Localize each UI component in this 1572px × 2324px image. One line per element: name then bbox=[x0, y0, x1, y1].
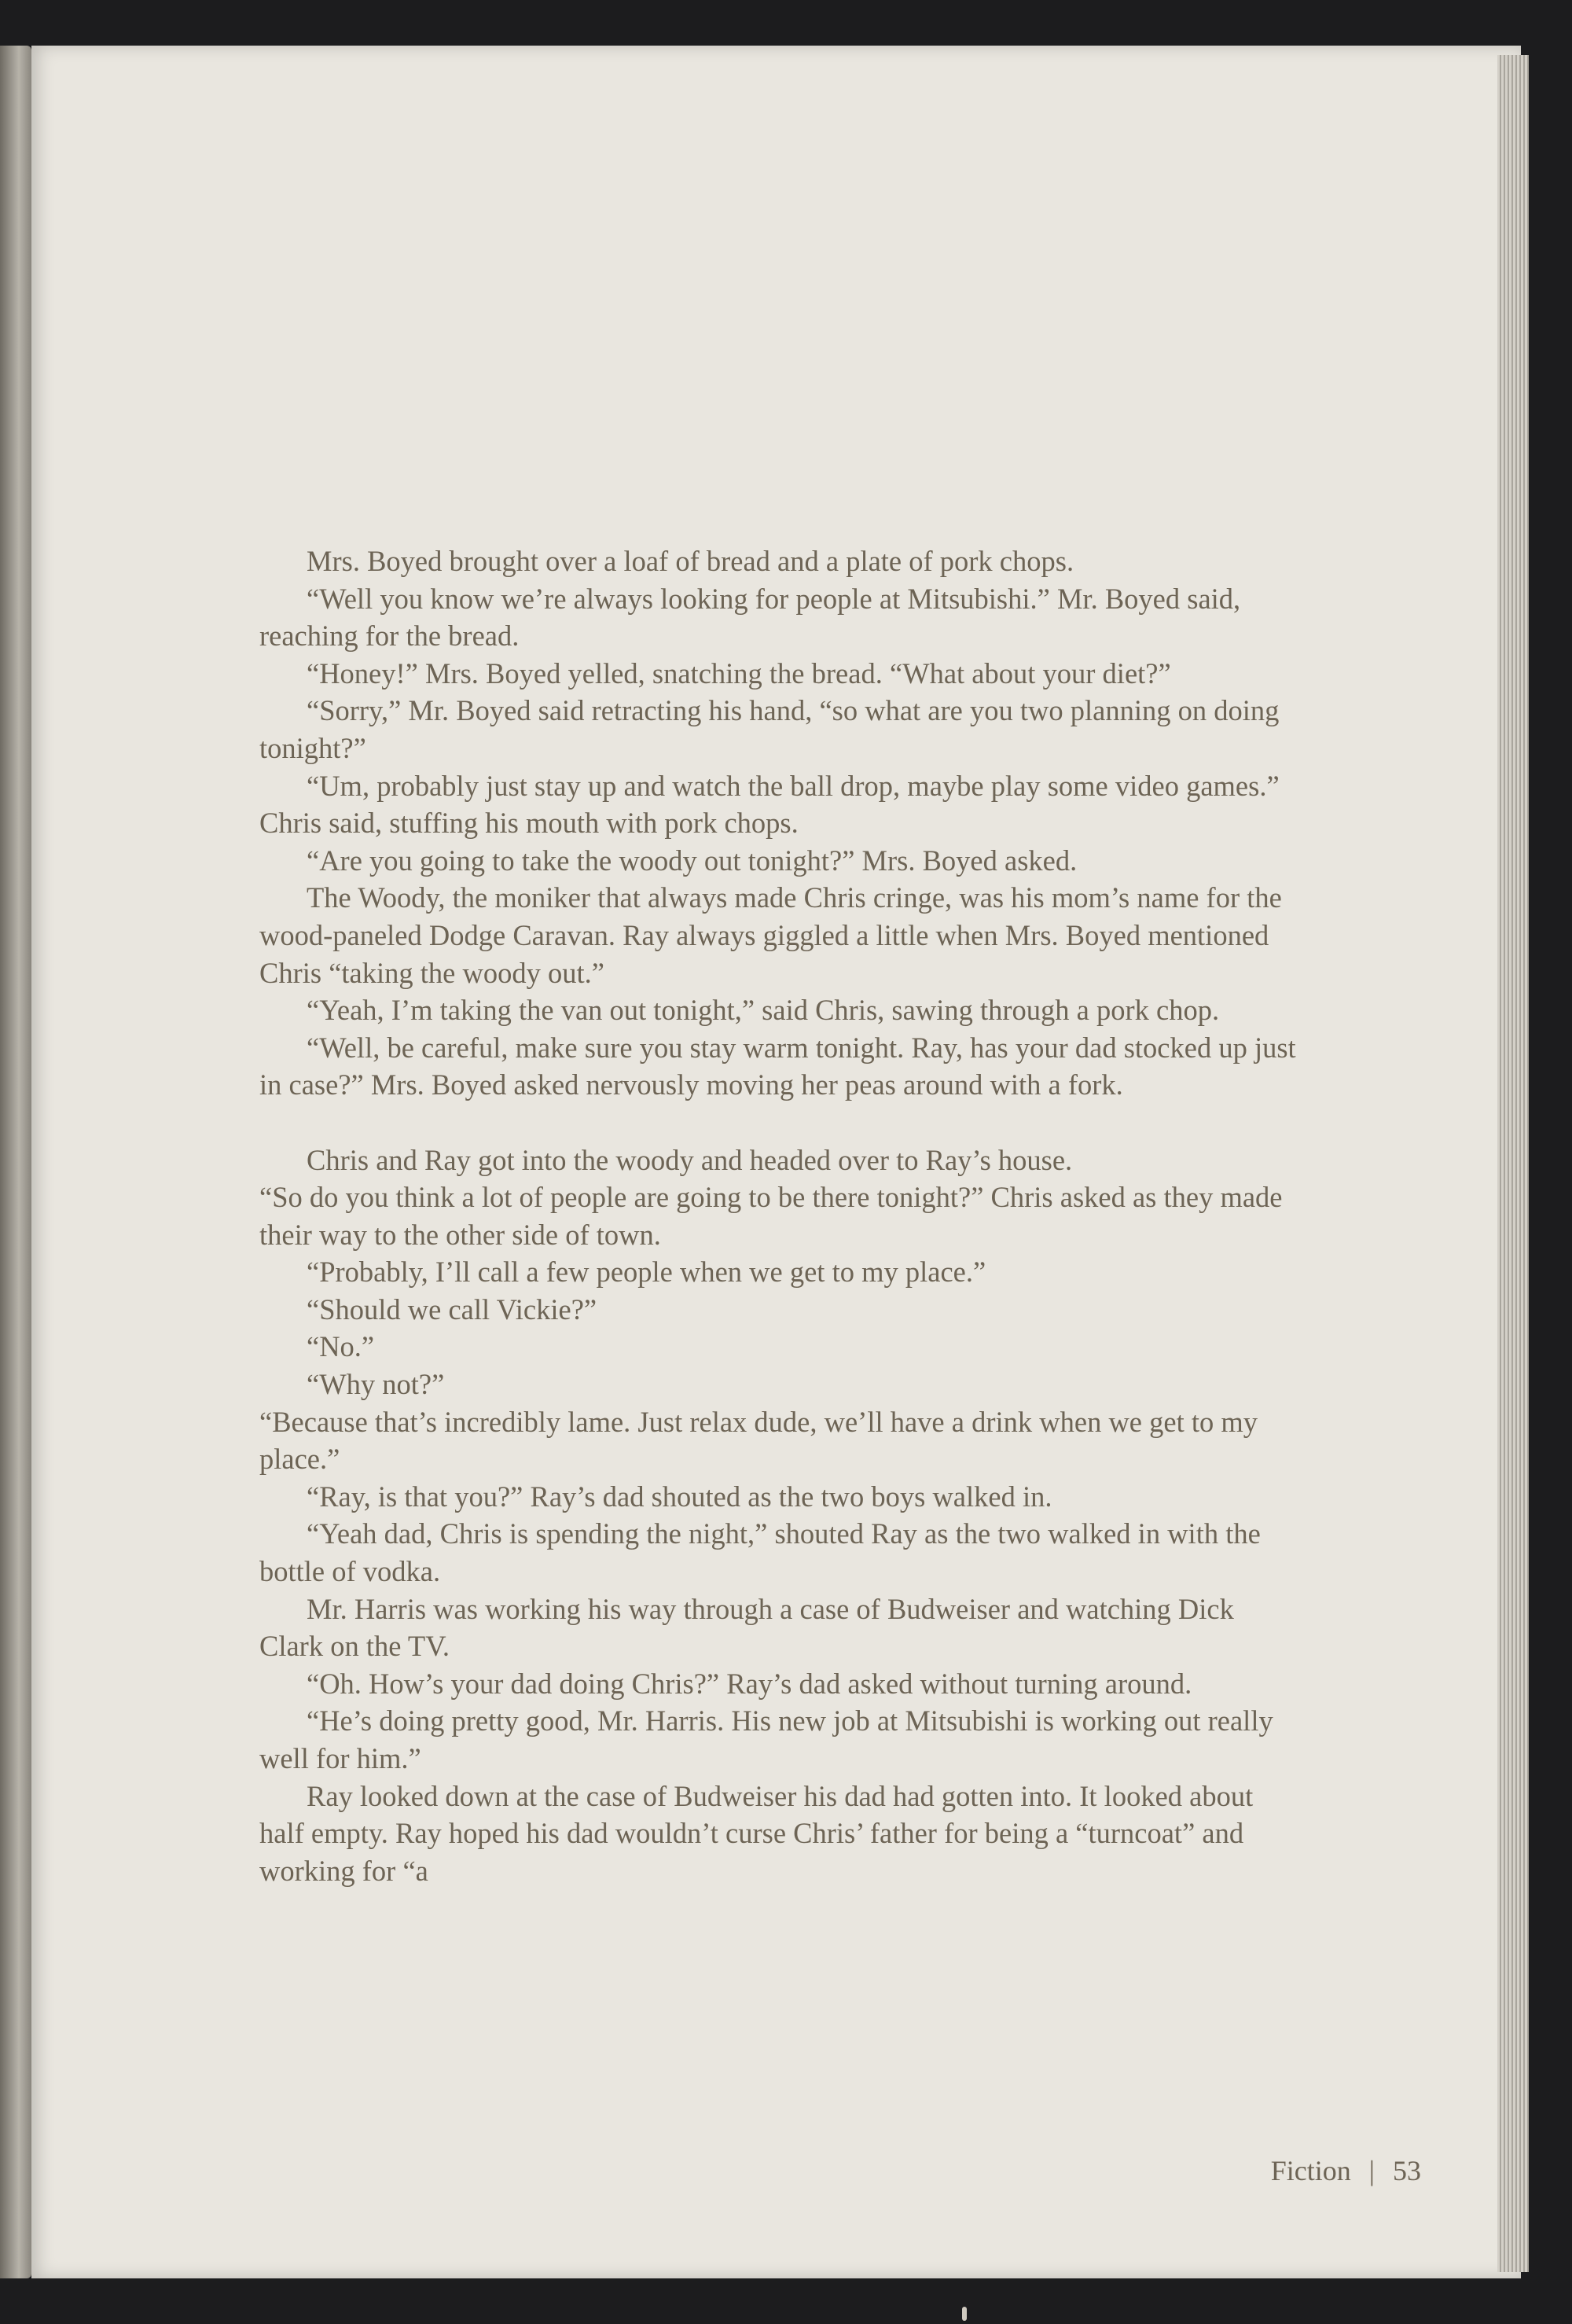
section-label: Fiction bbox=[1270, 2155, 1351, 2186]
paragraph: “Are you going to take the woody out tonight?” Mrs. Boyed asked. bbox=[307, 844, 1078, 877]
paragraph: “Well, be careful, make sure you stay warm tonight. Ray, has your dad stocked up just in case?” Mrs. Boyed asked nervously moving her peas around with a fork. bbox=[259, 1031, 1296, 1101]
paragraph: The Woody, the moniker that always made Chris cringe, was his mom’s name for the wood-paneled Dodge Caravan. Ray always giggled a little when Mrs. Boyed mentioned Chris “taking the woody out.” bbox=[259, 881, 1282, 989]
paragraph: “Honey!” Mrs. Boyed yelled, snatching the bread. “What about your diet?” bbox=[307, 656, 1171, 689]
paragraph: “He’s doing pretty good, Mr. Harris. His new job at Mitsubishi is working out really well for him.” bbox=[259, 1704, 1273, 1774]
paragraph: “Sorry,” Mr. Boyed said retracting his hand, “so what are you two planning on doing tonight?” bbox=[259, 694, 1280, 764]
footer-separator: | bbox=[1368, 2155, 1375, 2186]
paragraph: Chris and Ray got into the woody and headed over to Ray’s house. bbox=[307, 1143, 1073, 1176]
paragraph: “Yeah, I’m taking the van out tonight,” said Chris, sawing through a pork chop. bbox=[307, 994, 1220, 1027]
page-number: 53 bbox=[1393, 2155, 1421, 2186]
paragraph: Ray looked down at the case of Budweiser his dad had gotten into. It looked about half empty. Ray hoped his dad wouldn’t curse Chris’ father for being a “turncoat” and working for “a bbox=[259, 1779, 1254, 1887]
previous-page-edge bbox=[0, 46, 31, 2278]
paragraph: “Why not?” bbox=[307, 1368, 445, 1401]
page-stack-edge bbox=[1497, 55, 1529, 2272]
paragraph: “Ray, is that you?” Ray’s dad shouted as the two boys walked in. bbox=[307, 1480, 1052, 1513]
story-text bbox=[259, 542, 1305, 1889]
section-break bbox=[259, 1104, 1305, 1142]
paragraph: “Well you know we’re always looking for people at Mitsubishi.” Mr. Boyed said, reaching for the bread. bbox=[259, 582, 1241, 653]
paragraph: “Should we call Vickie?” bbox=[307, 1293, 597, 1326]
paragraph: “Um, probably just stay up and watch the ball drop, maybe play some video games.” Chris said, stuffing his mouth with pork chops. bbox=[259, 769, 1280, 840]
paragraph: “Oh. How’s your dad doing Chris?” Ray’s dad asked without turning around. bbox=[307, 1667, 1192, 1700]
paragraph: “Because that’s incredibly lame. Just relax dude, we’ll have a drink when we get to my place.” bbox=[259, 1405, 1258, 1476]
page-marker bbox=[962, 2307, 967, 2321]
page-footer bbox=[1271, 2154, 1421, 2187]
paragraph: “No.” bbox=[307, 1330, 375, 1363]
paragraph: Mrs. Boyed brought over a loaf of bread and a plate of pork chops. bbox=[307, 545, 1074, 577]
paragraph: “So do you think a lot of people are going to be there tonight?” Chris asked as they made their way to the other side of town. bbox=[259, 1181, 1283, 1251]
paragraph: “Yeah dad, Chris is spending the night,” shouted Ray as the two walked in with the bottle of vodka. bbox=[259, 1517, 1261, 1588]
paragraph: “Probably, I’ll call a few people when we get to my place.” bbox=[307, 1256, 986, 1289]
paragraph: Mr. Harris was working his way through a case of Budweiser and watching Dick Clark on the TV. bbox=[259, 1592, 1234, 1663]
